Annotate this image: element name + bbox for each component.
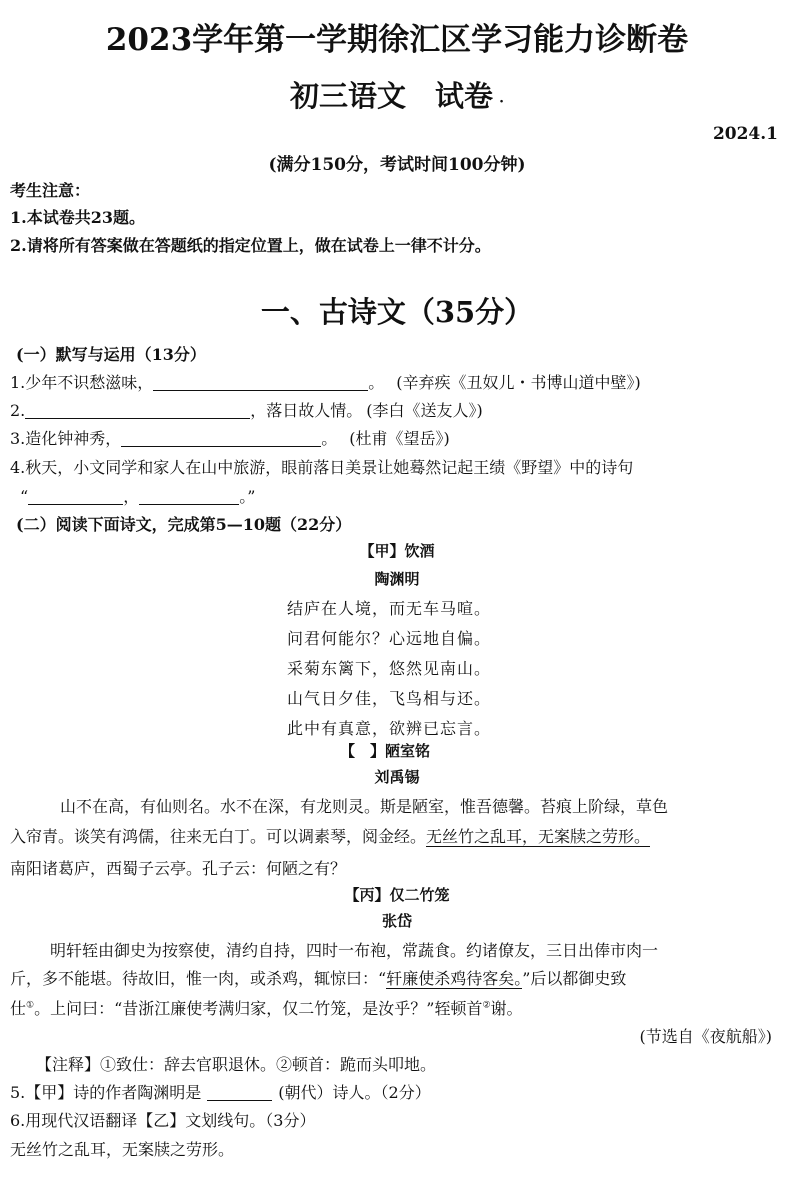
exam-subtitle <box>0 74 794 115</box>
q3-end: 。 <box>321 429 338 448</box>
yi-title: 【 】陋室铭 <box>340 742 431 760</box>
q4-close: 。” <box>239 487 256 506</box>
bing-line-1: 明轩轾由御史为按察使，清约自持，四时一布袍，常蔬食。约诸僚友，三日出俸市肉一 <box>50 941 659 960</box>
bing-source: (节选自《夜航船》) <box>639 1027 772 1046</box>
question-6: 6.用现代汉语翻译【乙】文划线句。（3分） <box>10 1111 316 1130</box>
bing-title: 【丙】仅二竹笼 <box>344 886 450 904</box>
q4-answer-blank-2[interactable] <box>139 486 239 505</box>
question-3 <box>10 426 450 449</box>
q3-source: (杜甫《望岳》) <box>349 429 450 448</box>
q1-prefix: 1.少年不识愁滋味， <box>10 373 154 392</box>
yi-line-2 <box>10 824 650 847</box>
q2-mid: ，落日故人情。 <box>250 401 363 420</box>
section-title: 一、古诗文（35分） <box>260 295 534 329</box>
bing-line-3-start: 仕 <box>10 999 27 1018</box>
subtitle-mark: · <box>499 94 504 110</box>
bing-author: 张岱 <box>381 912 412 930</box>
jia-author: 陶渊明 <box>374 570 420 588</box>
bing-line-3-end: 谢。 <box>490 999 523 1018</box>
q4-open-quote: “ <box>20 487 29 506</box>
q2-source: (李白《送友人》) <box>366 401 483 420</box>
question-5 <box>10 1080 431 1103</box>
q3-prefix: 3.造化钟神秀， <box>10 429 122 448</box>
jia-line-2: 问君何能尔？心远地自偏。 <box>287 629 492 648</box>
question-6-sentence: 无丝竹之乱耳，无案牍之劳形。 <box>10 1140 235 1159</box>
notice-heading: 考生注意： <box>10 181 91 200</box>
q5-suffix: (朝代）诗人。（2分） <box>278 1083 431 1102</box>
note-marker-2: ② <box>482 1000 491 1011</box>
yi-underlined-sentence: 无丝竹之乱耳，无案牍之劳形。 <box>426 827 651 846</box>
annotation-notes: 【注释】①致仕：辞去官职退休。②顿首：跪而头叩地。 <box>36 1055 437 1074</box>
jia-line-1: 结庐在人境，而无车马喧。 <box>287 599 492 618</box>
q1-source: (辛弃疾《丑奴儿・书博山道中壁》) <box>396 373 641 392</box>
jia-title: 【甲】饮酒 <box>359 542 435 560</box>
q5-prefix: 5.【甲】诗的作者陶渊明是 <box>10 1083 202 1102</box>
q1-end: 。 <box>368 373 385 392</box>
q5-answer-blank[interactable] <box>207 1082 272 1101</box>
notice-item-2: 2.请将所有答案做在答题纸的指定位置上，做在试卷上一律不计分。 <box>10 236 491 255</box>
subtitle-text: 初三语文 试卷 <box>290 79 494 113</box>
yi-author: 刘禹锡 <box>374 768 420 786</box>
bing-line-3-mid: 。上问曰：“昔浙江廉使考满归家，仅二竹笼，是汝乎？”轾顿首 <box>34 999 483 1018</box>
yi-line-3: 南阳诸葛庐，西蜀子云亭。孔子云：何陋之有？ <box>10 859 347 878</box>
question-1 <box>10 370 641 393</box>
q4-comma: ， <box>123 487 140 506</box>
part1-heading: (一）默写与运用（13分） <box>16 345 206 364</box>
bing-line-2-tail: ”后以都御史致 <box>522 969 627 988</box>
q4-answer-blank-1[interactable] <box>28 486 123 505</box>
exam-title: 2023学年第一学期徐汇区学习能力诊断卷 <box>105 22 689 58</box>
bing-line-2 <box>10 966 626 989</box>
yi-line-2-text: 入帘青。谈笑有鸿儒，往来无白丁。可以调素琴，阅金经。 <box>10 827 427 846</box>
question-2 <box>10 398 483 421</box>
question-4-answer-line <box>20 484 255 507</box>
question-4: 4.秋天，小文同学和家人在山中旅游，眼前落日美景让她蓦然记起王绩《野望》中的诗句 <box>10 458 634 477</box>
q1-answer-blank[interactable] <box>153 372 368 391</box>
q2-answer-blank[interactable] <box>25 400 250 419</box>
jia-line-5: 此中有真意，欲辨已忘言。 <box>287 719 492 738</box>
q3-answer-blank[interactable] <box>121 428 321 447</box>
jia-line-4: 山气日夕佳，飞鸟相与还。 <box>287 689 492 708</box>
yi-line-1: 山不在高，有仙则名。水不在深，有龙则灵。斯是陋室，惟吾德馨。苔痕上阶绿，草色 <box>60 797 669 816</box>
notice-item-1: 1.本试卷共23题。 <box>10 208 145 227</box>
q2-prefix: 2. <box>10 401 26 420</box>
bing-line-3 <box>10 996 523 1019</box>
score-info: (满分150分，考试时间100分钟) <box>268 155 526 175</box>
exam-date: 2024.1 <box>712 124 778 144</box>
jia-line-3: 采菊东篱下，悠然见南山。 <box>287 659 492 678</box>
bing-underlined-sentence: 轩廉使杀鸡待客矣。 <box>386 969 523 988</box>
part2-heading: (二）阅读下面诗文，完成第5—10题（22分） <box>16 515 352 534</box>
bing-line-2-text: 斤，多不能堪。待故旧，惟一肉，或杀鸡，辄惊曰：“ <box>10 969 387 988</box>
note-marker-1: ① <box>26 1000 35 1011</box>
